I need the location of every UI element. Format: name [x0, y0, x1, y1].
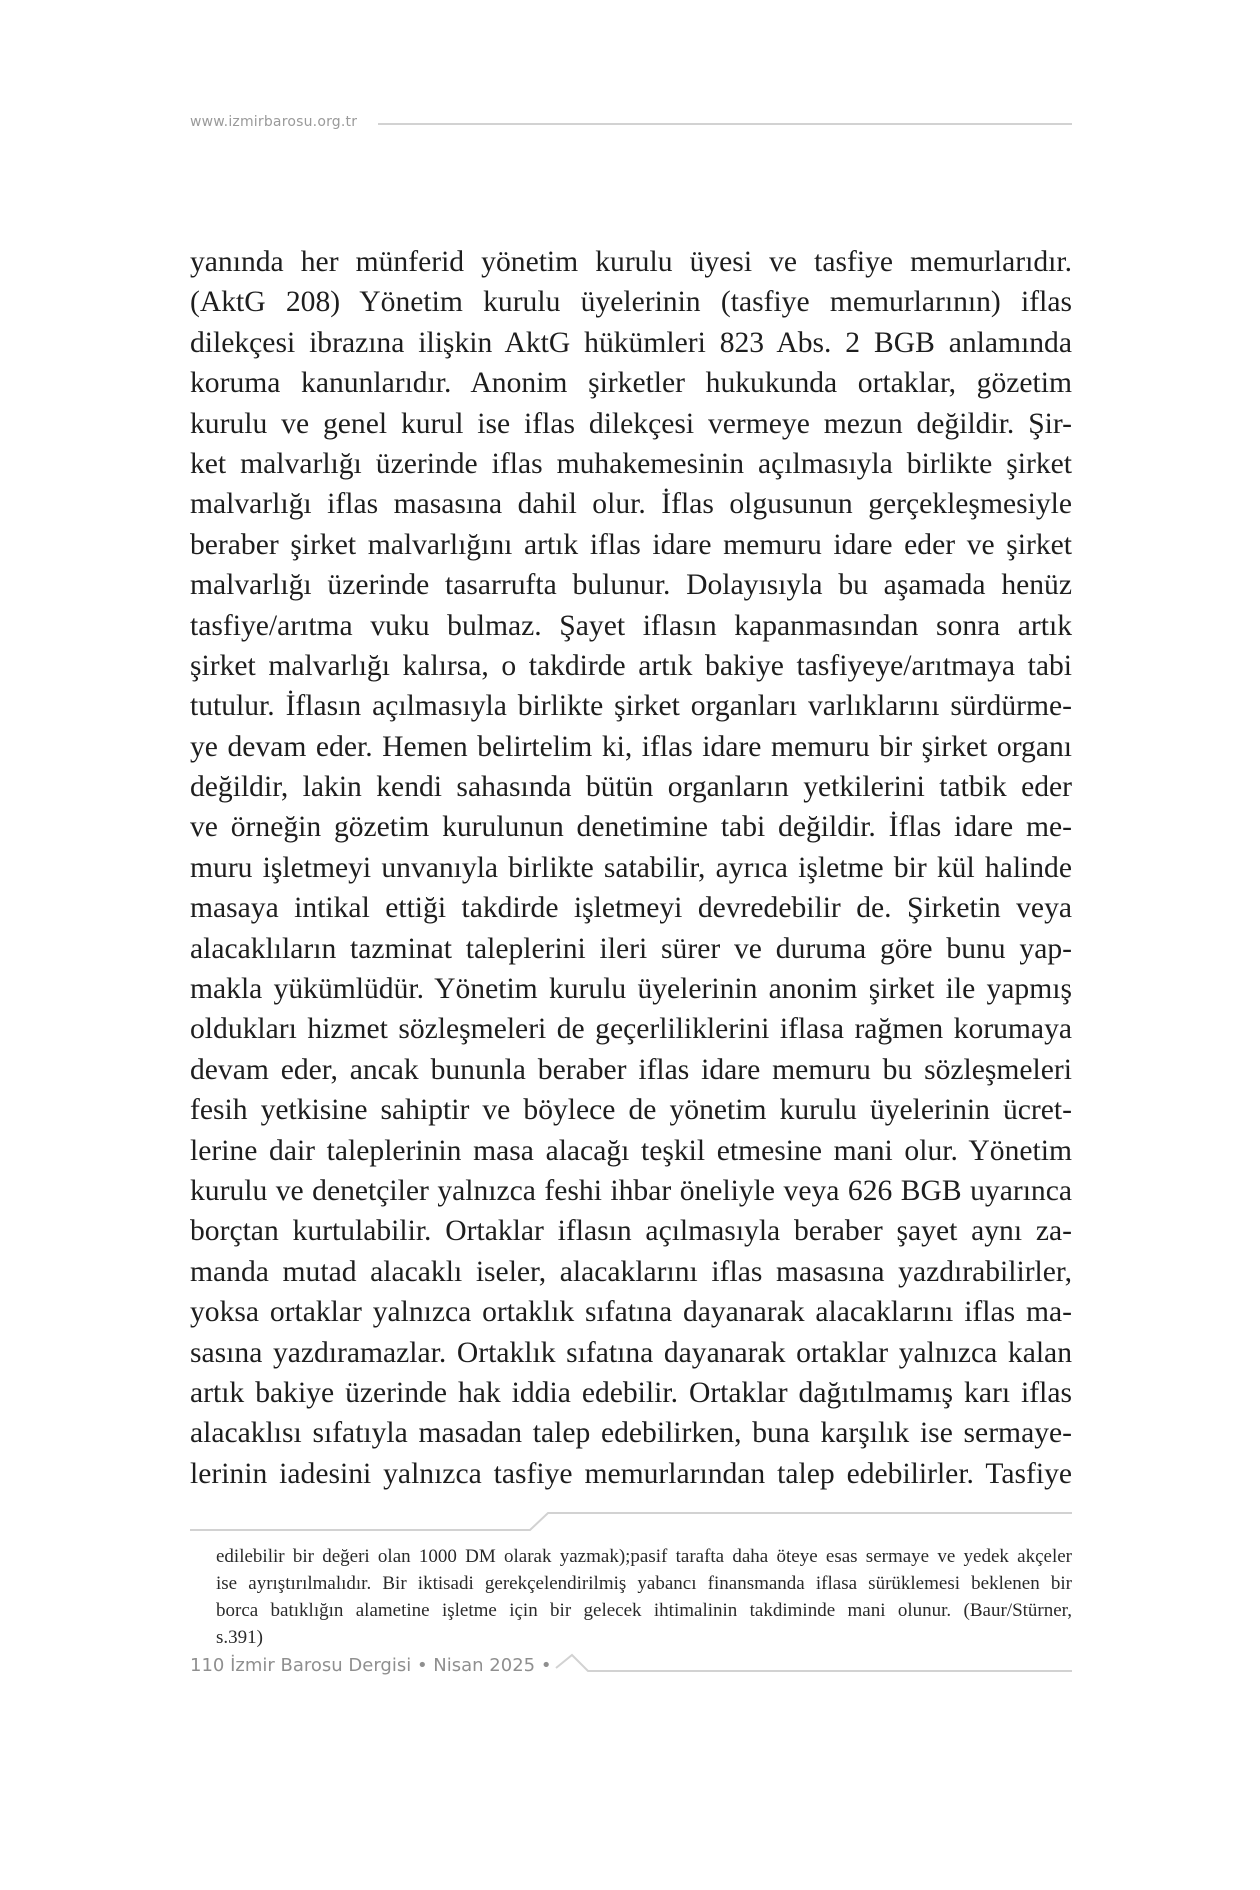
body-line: ve örneğin gözetim kurulunun denetimine tabi değildir. İflas idare me-: [190, 811, 1072, 844]
body-line: lerinin iadesini yalnızca tasfiye memurlarından talep edebilirler. Tasfiye: [190, 1457, 1072, 1490]
body-line: kurulu ve genel kurul ise iflas dilekçesi vermeye mezun değildir. Şir-: [190, 407, 1072, 440]
body-line: malvarlığı üzerinde tasarrufta bulunur. Dolayısıyla bu aşamada henüz: [190, 569, 1072, 602]
body-line: kurulu ve denetçiler yalnızca feshi ihbar öneliyle veya 626 BGB uyarınca: [190, 1174, 1072, 1207]
header-rule: [378, 123, 1072, 125]
body-line: sasına yazdıramazlar. Ortaklık sıfatına dayanarak ortaklar yalnızca kalan: [190, 1336, 1072, 1369]
body-line: borçtan kurtulabilir. Ortaklar iflasın açılmasıyla beraber şayet aynı za-: [190, 1215, 1072, 1248]
body-line: yanında her münferid yönetim kurulu üyesi ve tasfiye memurlarıdır.: [190, 246, 1072, 278]
footnote-line: ise ayrıştırılmalıdır. Bir iktisadi gerekçelendirilmiş yabancı finansmanda iflasa sürüklemesi beklenen bir: [216, 1573, 1072, 1594]
footer-text: 110 İzmir Barosu Dergisi • Nisan 2025 •: [190, 1655, 552, 1676]
body-line: alacaklısı sıfatıyla masadan talep edebilirken, buna karşılık ise sermaye-: [190, 1417, 1072, 1450]
body-line: beraber şirket malvarlığını artık iflas idare memuru idare eder ve şirket: [190, 528, 1072, 561]
footnote-line: s.391): [216, 1627, 263, 1648]
body-line: muru işletmeyi unvanıyla birlikte satabilir, ayrıca işletme bir kül halinde: [190, 851, 1072, 884]
body-line: artık bakiye üzerinde hak iddia edebilir. Ortaklar dağıtılmamış karı iflas: [190, 1376, 1072, 1409]
footnote-separator: [190, 1510, 1072, 1534]
footer-rule: [190, 1652, 1072, 1682]
header-url: www.izmirbarosu.org.tr: [190, 114, 358, 130]
footnote-line: edilebilir bir değeri olan 1000 DM olarak yazmak);pasif tarafta daha öteye esas sermaye ve yedek akçeler: [216, 1546, 1072, 1567]
footnote: [216, 1543, 1072, 1651]
body-line: makla yükümlüdür. Yönetim kurulu üyelerinin anonim şirket ile yapmış: [190, 973, 1072, 1006]
body-line: koruma kanunlarıdır. Anonim şirketler hukukunda ortaklar, gözetim: [190, 367, 1072, 400]
body-line: devam eder, ancak bununla beraber iflas idare memuru bu sözleşmeleri: [190, 1053, 1072, 1086]
page-footer: [190, 1652, 1072, 1682]
body-text: [190, 242, 1072, 1494]
body-line: masaya intikal ettiği takdirde işletmeyi devredebilir de. Şirketin veya: [190, 892, 1072, 925]
body-line: malvarlığı iflas masasına dahil olur. İflas olgusunun gerçekleşmesiyle: [190, 488, 1072, 521]
body-line: tutulur. İflasın açılmasıyla birlikte şirket organları varlıklarını sürdürme-: [190, 690, 1072, 723]
body-line: ket malvarlığı üzerinde iflas muhakemesinin açılmasıyla birlikte şirket: [190, 447, 1072, 480]
footnote-line: borca batıklığın alametine işletme için bir gelecek ihtimalinin takdiminde mani olunur. (Baur/Stürner,: [216, 1600, 1072, 1621]
body-line: alacaklıların tazminat taleplerini ileri sürer ve duruma göre bunu yap-: [190, 932, 1072, 965]
body-line: fesih yetkisine sahiptir ve böylece de yönetim kurulu üyelerinin ücret-: [190, 1094, 1072, 1127]
body-line: oldukları hizmet sözleşmeleri de geçerliliklerini iflasa rağmen korumaya: [190, 1013, 1072, 1046]
body-line: ye devam eder. Hemen belirtelim ki, iflas idare memuru bir şirket organı: [190, 730, 1072, 763]
body-line: yoksa ortaklar yalnızca ortaklık sıfatına dayanarak alacaklarını iflas ma-: [190, 1296, 1072, 1329]
body-line: (AktG 208) Yönetim kurulu üyelerinin (tasfiye memurlarının) iflas: [190, 286, 1072, 319]
body-line: lerine dair taleplerinin masa alacağı teşkil etmesine mani olur. Yönetim: [190, 1134, 1072, 1167]
body-line: tasfiye/arıtma vuku bulmaz. Şayet iflasın kapanmasından sonra artık: [190, 609, 1072, 642]
body-line: manda mutad alacaklı iseler, alacaklarını iflas masasına yazdırabilirler,: [190, 1255, 1072, 1288]
body-line: şirket malvarlığı kalırsa, o takdirde artık bakiye tasfiyeye/arıtmaya tabi: [190, 649, 1072, 682]
body-line: dilekçesi ibrazına ilişkin AktG hükümleri 823 Abs. 2 BGB anlamında: [190, 326, 1072, 359]
body-line: değildir, lakin kendi sahasında bütün organların yetkilerini tatbik eder: [190, 771, 1072, 804]
